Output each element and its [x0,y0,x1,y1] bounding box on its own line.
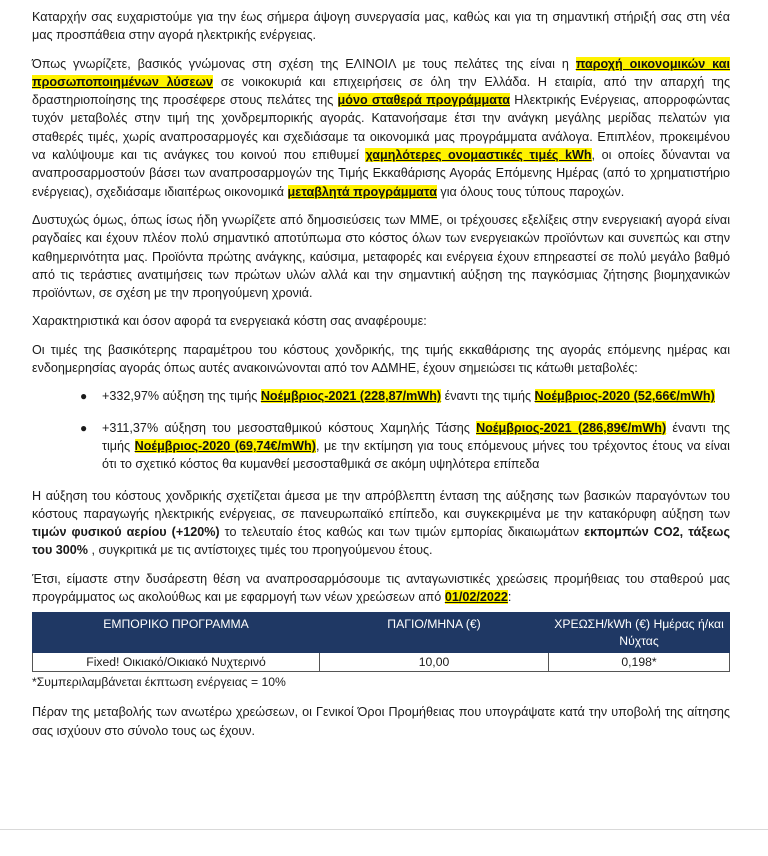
text-run: για όλους τους τύπους παροχών. [436,184,625,199]
highlighted-phrase: χαμηλότερες ονομαστικές τιμές kWh [365,148,592,163]
text-run: , οι οποίες δύνανται να αναπροσαρμοστούν βάσει των αναπροσαρμογών της Τιμής Εκκαθάρισης Αγοράς Επόμενης Ημέρας (από το χρηματιστήριο ενέργειας), σχεδιάσαμε ιδιαιτέρως οικονομικά [32,148,730,199]
list-item-low-voltage-cost [32,419,730,474]
text-run: σε νοικοκυριά και επιχειρήσεις σε όλη την Ελλάδα. Η εταιρία, από την απαρχή της δραστηριοποίησης της προσέφερε στους πελάτες της [32,74,731,108]
text-run: έναντι της τιμής [441,389,535,404]
paragraph-market-developments: Δυστυχώς όμως, όπως ίσως ήδη γνωρίζετε από δημοσιεύσεις των ΜΜΕ, οι τρέχουσες εξελίξεις στην ενεργειακή αγορά είναι ραγδαίες και έχουν πλέον πολύ σημαντικό αποτύπωμα στο κόστος όλων των ενεργειακών προϊόντων και συνεπώς και στην καθημερινότητα μας. Προϊόντα πρώτης ανάγκης, καύσιμα, μεταφορές και ενέργεια έχουν επηρεαστεί σε πολύ μεγάλο βαθμό από τις τεράστιες ανατιμήσεις των πρώτων υλών αλλά και την σημαντική αύξηση της παγκόσμιας ζήτησης βιομηχανικών προϊόντων, σε σχέση με την προηγούμενη χρονιά. [32,212,730,301]
page-divider [0,829,768,830]
table-cell-kwh-charge: 0,198* [549,653,730,672]
paragraph-cost-drivers [32,487,730,560]
list-item-dam-price [32,387,730,405]
highlighted-phrase: μεταβλητά προγράμματα [287,184,437,199]
table-cell-fixed-charge: 10,00 [320,653,549,672]
highlighted-phrase: Νοέμβριος-2021 (228,87/mWh) [260,389,442,404]
bullet-icon: ● [80,389,88,404]
table-cell-program: Fixed! Οικιακό/Οικιακό Νυχτερινό [33,653,320,672]
highlighted-phrase: Νοέμβριος-2020 (69,74€/mWh) [134,438,316,453]
highlighted-phrase: Νοέμβριος-2021 (286,89€/mWh) [476,420,667,435]
column-header-fixed-charge: ΠΑΓΙΟ/ΜΗΝΑ (€) [320,613,549,653]
text-run: Όπως γνωρίζετε, βασικός γνώμονας στη σχέση της ΕΛΙΝΟΙΛ με τους πελάτες της είναι η [32,56,576,71]
column-header-program: ΕΜΠΟΡΙΚΟ ΠΡΟΓΡΑΜΜΑ [33,613,320,653]
table-row [33,653,730,672]
paragraph-company-approach [32,55,730,201]
text-run: Η αύξηση του κόστους χονδρικής σχετίζεται άμεσα με την απρόβλεπτη ένταση της αύξησης των βασικών παραγόντων του κόστους παραγωγής ηλεκτρικής ενέργειας, σε πανευρωπαϊκό επίπεδο, και συγκεκριμένα με την κατακόρυφη αύξηση των [32,488,730,521]
paragraph-thanks: Καταρχήν σας ευχαριστούμε για την έως σήμερα άψογη συνεργασία μας, καθώς και για τη σημαντική στήριξή σας στη νέα μας προσπάθεια στην αγορά ηλεκτρικής ενέργειας. [32,10,730,43]
paragraph-general-terms: Πέραν της μεταβολής των ανωτέρω χρεώσεων, οι Γενικοί Όροι Προμήθειας που υπογράψατε κατά την υποβολή της αίτησης σας ισχύουν στο σύνολο τους ως έχουν. [32,705,730,738]
highlighted-phrase: Νοέμβριος-2020 (52,66€/mWh) [534,389,715,404]
text-run: , συγκριτικά με τις αντίστοιχες τιμές του προηγούμενου έτους. [88,543,433,558]
column-header-kwh-charge: ΧΡΕΩΣΗ/kWh (€) Ημέρας ή/και Νύχτας [549,613,730,653]
table-footnote: *Συμπεριλαμβάνεται έκπτωση ενέργειας = 10% [32,675,286,690]
text-run: : [507,590,512,605]
letter-body [32,8,730,750]
tariff-table [32,612,730,672]
text-run: +311,37% αύξηση του μεσοσταθμικού κόστους Χαμηλής Τάσης [102,420,477,435]
paragraph-price-adjustment [32,570,730,607]
text-run: Ηλεκτρικής Ενέργειας, απορροφώντας τυχόν μεταβολές στην τιμή της χονδρεμπορικής αγοράς. Κατανοήσαμε έτσι την ανάγκη μεγάλης μερίδας πελατών για σταθερές τιμές, χωρίς αναπροσαρμογές και σχεδιάσαμε τα οικονομικά μας προγράμματα ανάλογα. Επιπλέον, προκειμένου να καλύψουμε και τις ανάγκες του κοινού που επιθυμεί [32,93,730,163]
price-change-list [32,387,730,473]
bold-phrase: τιμών φυσικού αερίου (+120%) [32,525,220,540]
bullet-icon: ● [80,420,88,435]
paragraph-energy-costs-intro: Χαρακτηριστικά και όσον αφορά τα ενεργειακά κόστη σας αναφέρουμε: [32,314,427,329]
bold-phrase: εκπομπών CO2, τάξεως του 300% [32,525,730,558]
text-run: +332,97% αύξηση της τιμής [102,389,261,404]
paragraph-wholesale-prices: Οι τιμές της βασικότερης παραμέτρου του κόστους χονδρικής, της τιμής εκκαθάρισης της αγοράς επόμενης ημέρας και ενδοημερησίας αγοράς όπως αυτές ανακοινώνονται από τον ΑΔΜΗΕ, έχουν σημειώσει τις κάτωθι μεταβολές: [32,342,730,376]
highlighted-phrase: μόνο σταθερά προγράμματα [337,93,510,108]
effective-date: 01/02/2022 [444,590,508,605]
text-run: το τελευταίο έτος καθώς και των τιμών εμπορίας δικαιωμάτων [219,525,585,540]
highlighted-phrase: παροχή οικονομικών και προσωποποιημένων λύσεων [32,56,731,89]
text-run: Έτσι, είμαστε στην δυσάρεστη θέση να αναπροσαρμόσουμε τις ανταγωνιστικές χρεώσεις προμήθειας του σταθερού μας προγράμματος ως ακολούθως και με εφαρμογή των νέων χρεώσεων από [32,571,730,605]
table-header-row [33,613,730,653]
text-run: , με την εκτίμηση για τους επόμενους μήνες του τρέχοντος έτους να είναι ότι το σχετικό κόστος θα κυμανθεί μεσοσταθμικά σε ακόμη υψηλότερα επίπεδα [102,438,730,472]
text-run: έναντι της τιμής [102,420,730,453]
